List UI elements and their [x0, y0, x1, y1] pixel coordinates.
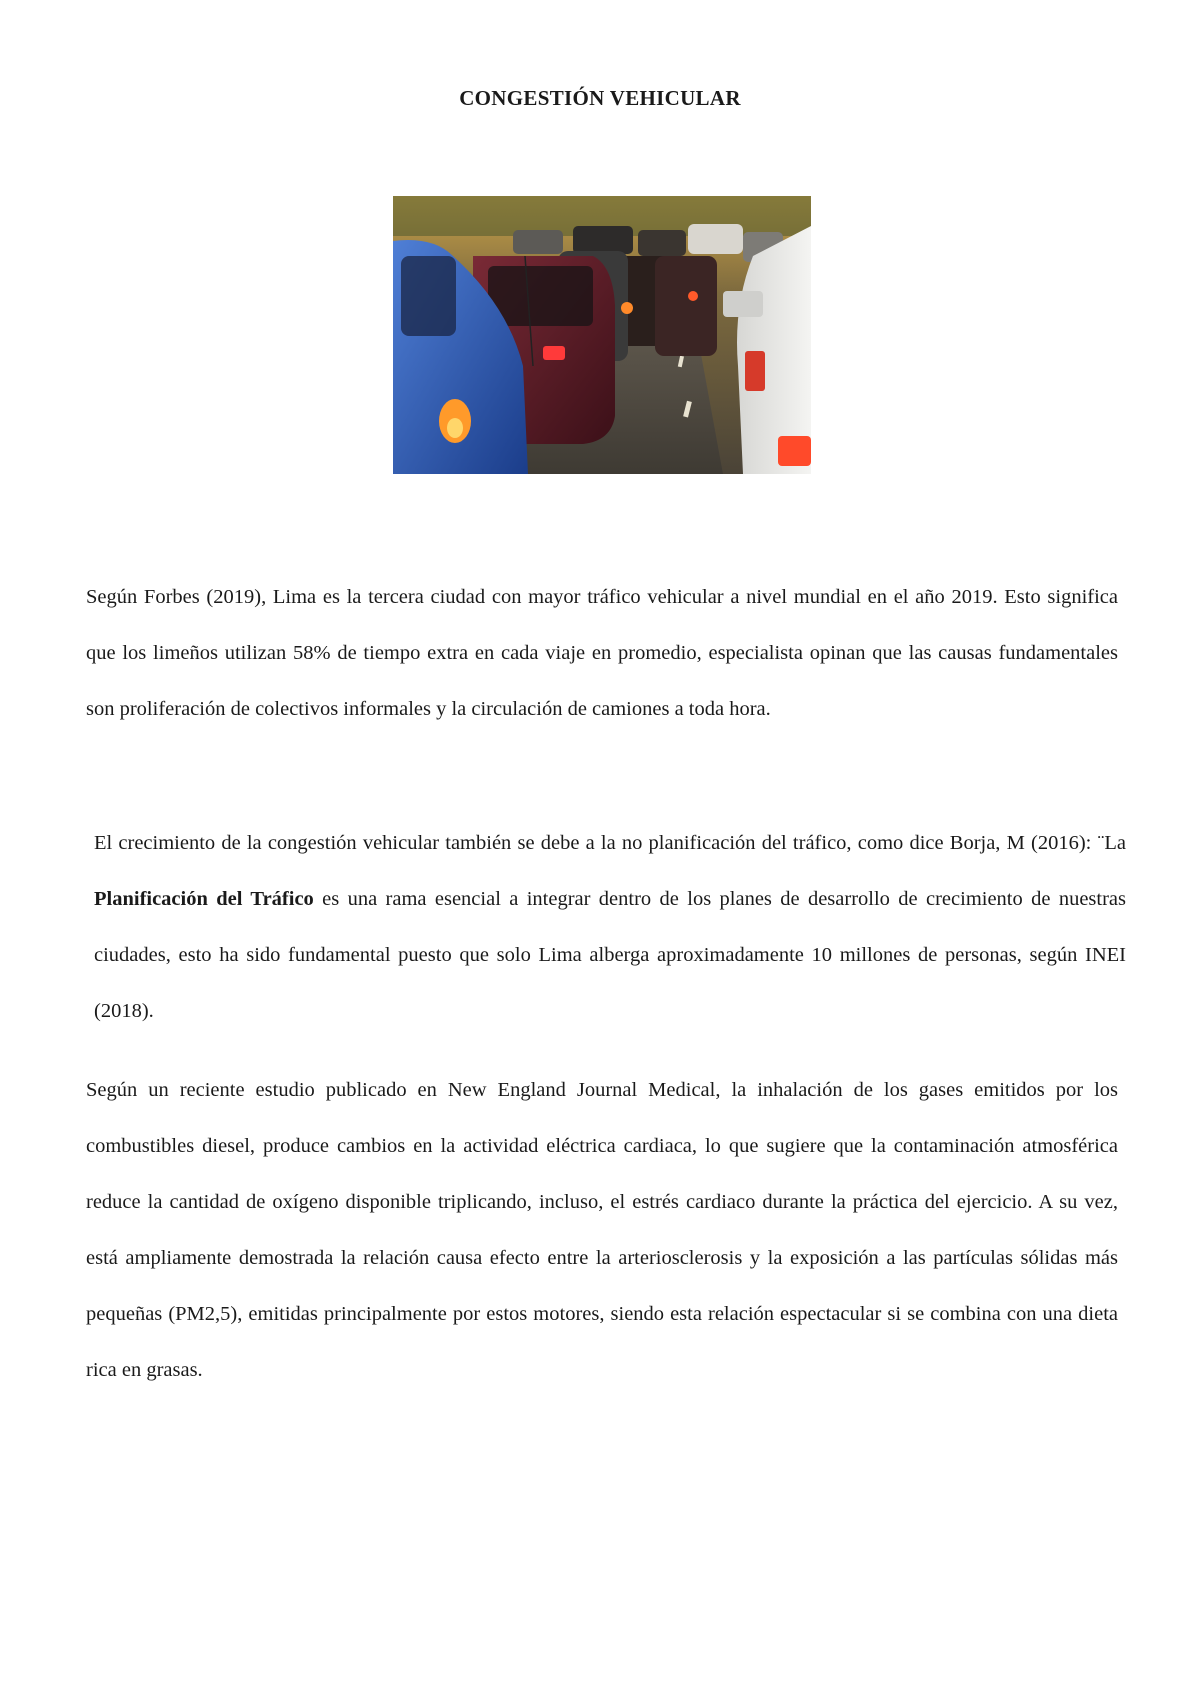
paragraph-planificacion [86, 815, 1126, 1039]
traffic-jam-photo [393, 196, 811, 474]
paragraph-forbes: Según Forbes (2019), Lima es la tercera ciudad con mayor tráfico vehicular a nivel mundial en el año 2019. Esto significa que los limeños utilizan 58% de tiempo extra en cada viaje en promedio, especialista opinan que las causas fundamentales son proliferación de colectivos informales y la circulación de camiones a toda hora. [86, 586, 1118, 720]
paragraph-estudio-medico: Según un reciente estudio publicado en New England Journal Medical, la inhalación de los gases emitidos por los combustibles diesel, produce cambios en la actividad eléctrica cardiaca, lo que sugiere que la contaminación atmosférica reduce la cantidad de oxígeno disponible triplicando, incluso, el estrés cardiaco durante la práctica del ejercicio. A su vez, está ampliamente demostrada la relación causa efecto entre la arteriosclerosis y la exposición a las partículas sólidas más pequeñas (PM2,5), emitidas principalmente por estos motores, siendo esta relación espectacular si se combina con una dieta rica en grasas. [86, 1079, 1118, 1381]
page-title: CONGESTIÓN VEHICULAR [459, 86, 741, 110]
bold-term-planificacion: Planificación del Tráfico [94, 888, 314, 910]
paragraph-planificacion-text-start: El crecimiento de la congestión vehicular también se debe a la no planificación del tráfico, como dice Borja, M (2016): ¨La [94, 832, 1126, 854]
paragraph-planificacion-text-end: es una rama esencial a integrar dentro de los planes de desarrollo de crecimiento de nuestras ciudades, esto ha sido fundamental puesto que solo Lima alberga aproximadamente 10 millones de personas, según INEI (2018). [94, 888, 1126, 1022]
traffic-jam-photo-icon [393, 196, 811, 474]
